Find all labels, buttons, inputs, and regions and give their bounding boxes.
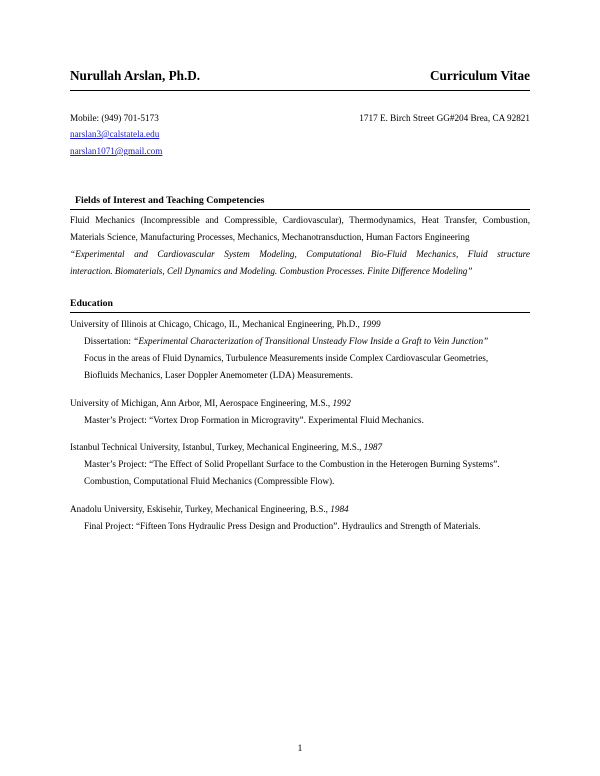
education-entry-detail: Final Project: “Fifteen Tons Hydraulic Press Design and Production”. Hydraulics and Strength of Materials. <box>84 521 481 531</box>
section-heading-education: Education <box>70 297 530 313</box>
education-entry-school: Anadolu University, Eskisehir, Turkey, Mechanical Engineering, B.S., 1984 <box>70 504 349 514</box>
education-entry-detail: Dissertation: “Experimental Characterization of Transitional Unsteady Flow Inside a Graft to Vein Junction” <box>84 336 489 346</box>
education-entry-detail: Biofluids Mechanics, Laser Doppler Anemometer (LDA) Measurements. <box>84 370 353 380</box>
education-year: 1999 <box>362 319 381 329</box>
education-entry-detail: Focus in the areas of Fluid Dynamics, Turbulence Measurements inside Complex Cardiovascular Geometries, <box>84 353 489 363</box>
fields-line: Fluid Mechanics (Incompressible and Compressible, Cardiovascular), Thermodynamics, Heat Transfer, Combustion, <box>70 215 530 225</box>
education-year: 1984 <box>330 504 349 514</box>
fields-line: Materials Science, Manufacturing Processes, Mechanics, Mechanotransduction, Human Factors Engineering <box>70 232 470 242</box>
fields-line: “Experimental and Cardiovascular System Modeling, Computational Bio-Fluid Mechanics, Fluid structure <box>70 249 530 259</box>
document-title: Curriculum Vitae <box>430 68 530 83</box>
email-link-gmail[interactable]: narslan1071@gmail.com <box>70 146 163 156</box>
email-link-calstatela[interactable]: narslan3@calstatela.edu <box>70 129 160 139</box>
page-number: 1 <box>297 743 303 754</box>
street-address: 1717 E. Birch Street GG#204 Brea, CA 92821 <box>359 113 530 123</box>
fields-line: interaction. Biomaterials, Cell Dynamics and Modeling. Combustion Processes. Finite Difference Modeling” <box>70 266 473 276</box>
page-header <box>70 68 530 91</box>
education-entry-school: University of Michigan, Ann Arbor, MI, Aerospace Engineering, M.S., 1992 <box>70 398 351 408</box>
mobile-number: Mobile: (949) 701-5173 <box>70 113 159 123</box>
dissertation-title: “Experimental Characterization of Transitional Unsteady Flow Inside a Graft to Vein Junction” <box>133 336 489 346</box>
education-entry-school: University of Illinois at Chicago, Chicago, IL, Mechanical Engineering, Ph.D., 1999 <box>70 319 381 329</box>
education-year: 1992 <box>332 398 351 408</box>
education-entry-detail: Master’s Project: “Vortex Drop Formation in Microgravity”. Experimental Fluid Mechanics. <box>84 415 424 425</box>
education-entry-detail: Combustion, Computational Fluid Mechanics (Compressible Flow). <box>84 476 335 486</box>
section-heading-fields: Fields of Interest and Teaching Competencies <box>70 194 530 210</box>
author-name: Nurullah Arslan, Ph.D. <box>70 68 201 83</box>
education-entry-detail: Master’s Project: “The Effect of Solid Propellant Surface to the Combustion in the Heterogen Burning Systems”. <box>84 459 500 469</box>
education-entry-school: Istanbul Technical University, Istanbul, Turkey, Mechanical Engineering, M.S., 1987 <box>70 442 383 452</box>
education-year: 1987 <box>363 442 383 452</box>
